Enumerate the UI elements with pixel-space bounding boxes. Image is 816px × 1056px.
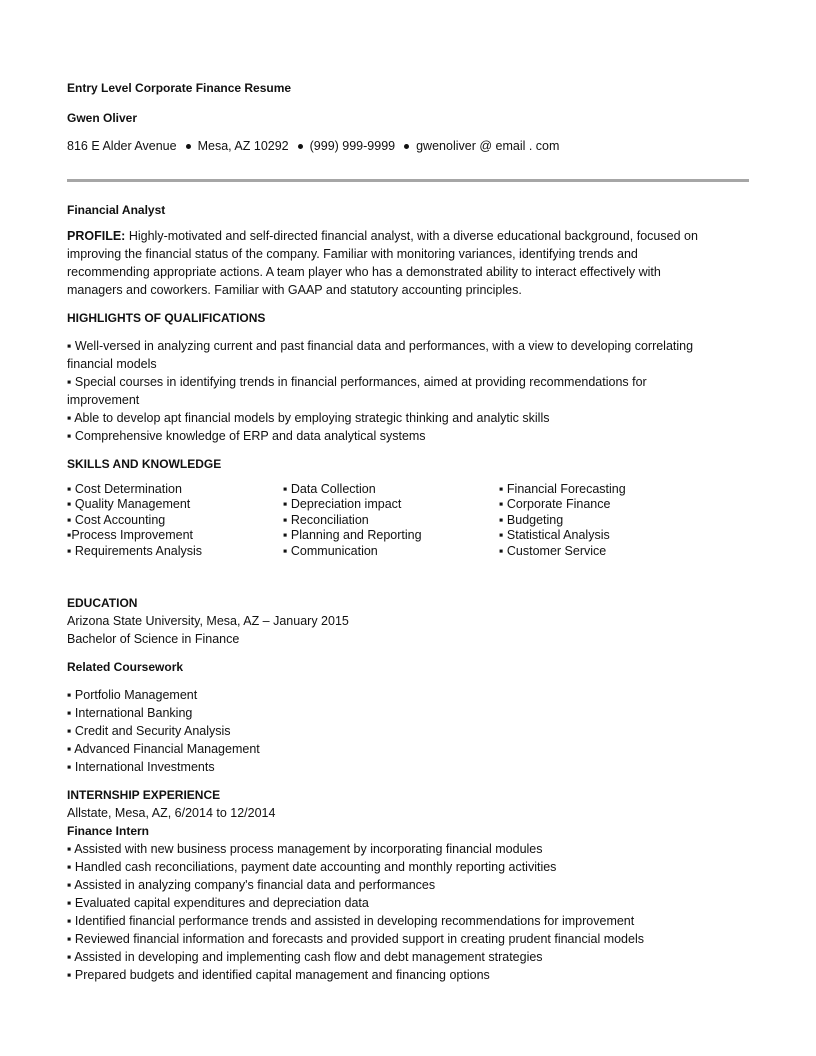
contact-email: gwenoliver @ email . com: [416, 139, 560, 153]
list-item: financial models: [67, 357, 157, 371]
skill-item: ▪ Depreciation impact: [283, 497, 402, 512]
profile-line: recommending appropriate actions. A team player who has a demonstrated ability to interact effectively with: [67, 265, 661, 279]
profile-line: improving the financial status of the company. Familiar with monitoring variances, identifying trends and: [67, 247, 638, 261]
list-item: improvement: [67, 393, 140, 407]
bullet-icon: [186, 144, 191, 149]
list-item: ▪ International Banking: [67, 706, 193, 720]
list-item: ▪ International Investments: [67, 760, 215, 774]
skill-item: ▪ Reconciliation: [283, 512, 369, 527]
internship-role: Finance Intern: [67, 824, 150, 838]
document-title: Entry Level Corporate Finance Resume: [67, 81, 292, 95]
education-degree: Bachelor of Science in Finance: [67, 632, 240, 646]
header-divider: [67, 179, 749, 182]
coursework-heading: Related Coursework: [67, 660, 184, 674]
highlights-list: [67, 337, 693, 445]
skills-column-3: [499, 482, 626, 559]
list-item: ▪ Able to develop apt financial models by employing strategic thinking and analytic skills: [67, 411, 550, 425]
education-school: Arizona State University, Mesa, AZ – January 2015: [67, 614, 349, 628]
job-title: Financial Analyst: [67, 203, 166, 217]
skill-item: ▪ Planning and Reporting: [283, 528, 422, 543]
profile-text: Highly-motivated and self-directed financial analyst, with a diverse educational background, focused on: [128, 229, 698, 243]
list-item: ▪ Credit and Security Analysis: [67, 724, 231, 738]
list-item: ▪ Comprehensive knowledge of ERP and data analytical systems: [67, 429, 426, 443]
contact-address: 816 E Alder Avenue: [67, 139, 177, 153]
skill-item: ▪ Data Collection: [283, 482, 376, 496]
bullet-icon: [404, 144, 409, 149]
coursework-list: [67, 686, 260, 776]
contact-phone: (999) 999-9999: [309, 139, 396, 153]
list-item: ▪ Identified financial performance trends and assisted in developing recommendations for improvement: [67, 914, 635, 928]
skill-item: ▪ Corporate Finance: [499, 497, 611, 512]
internship-list: [67, 840, 644, 984]
list-item: ▪ Assisted with new business process management by incorporating financial modules: [67, 842, 543, 856]
profile-section: [67, 227, 737, 299]
skill-item: ▪ Quality Management: [67, 497, 191, 512]
list-item: ▪ Prepared budgets and identified capital management and financing options: [67, 968, 490, 982]
candidate-name: Gwen Oliver: [67, 111, 138, 125]
list-item: ▪ Evaluated capital expenditures and depreciation data: [67, 896, 369, 910]
bullet-icon: [298, 144, 303, 149]
list-item: ▪ Handled cash reconciliations, payment date accounting and monthly reporting activities: [67, 860, 557, 874]
list-item: ▪ Advanced Financial Management: [67, 742, 260, 756]
profile-line: managers and coworkers. Familiar with GAAP and statutory accounting principles.: [67, 283, 522, 297]
list-item: ▪ Assisted in developing and implementing cash flow and debt management strategies: [67, 950, 543, 964]
skill-item: ▪ Customer Service: [499, 543, 607, 558]
list-item: ▪ Reviewed financial information and forecasts and provided support in creating prudent financial models: [67, 932, 644, 946]
list-item: ▪ Well-versed in analyzing current and past financial data and performances, with a view to developing correlating: [67, 339, 694, 353]
contact-line: [67, 137, 559, 155]
profile-line: [67, 227, 737, 245]
skill-item: ▪ Communication: [283, 543, 378, 558]
skill-item: ▪ Financial Forecasting: [499, 482, 626, 496]
skills-column-2: [283, 482, 422, 559]
skill-item: ▪ Cost Accounting: [67, 512, 166, 527]
skills-heading: SKILLS AND KNOWLEDGE: [67, 457, 222, 471]
profile-label: PROFILE:: [67, 229, 126, 243]
skill-item: ▪Process Improvement: [67, 528, 194, 543]
internship-employer: Allstate, Mesa, AZ, 6/2014 to 12/2014: [67, 806, 276, 820]
skill-item: ▪ Budgeting: [499, 512, 564, 527]
skill-item: ▪ Cost Determination: [67, 482, 182, 496]
skill-item: ▪ Requirements Analysis: [67, 543, 203, 558]
list-item: ▪ Assisted in analyzing company's financial data and performances: [67, 878, 436, 892]
list-item: ▪ Special courses in identifying trends in financial performances, aimed at providing recommendations for: [67, 375, 647, 389]
highlights-heading: HIGHLIGHTS OF QUALIFICATIONS: [67, 311, 266, 325]
skills-column-1: [67, 482, 202, 559]
contact-city: Mesa, AZ 10292: [197, 139, 289, 153]
education-heading: EDUCATION: [67, 596, 138, 610]
internship-heading: INTERNSHIP EXPERIENCE: [67, 788, 221, 802]
skill-item: ▪ Statistical Analysis: [499, 528, 610, 543]
list-item: ▪ Portfolio Management: [67, 688, 198, 702]
